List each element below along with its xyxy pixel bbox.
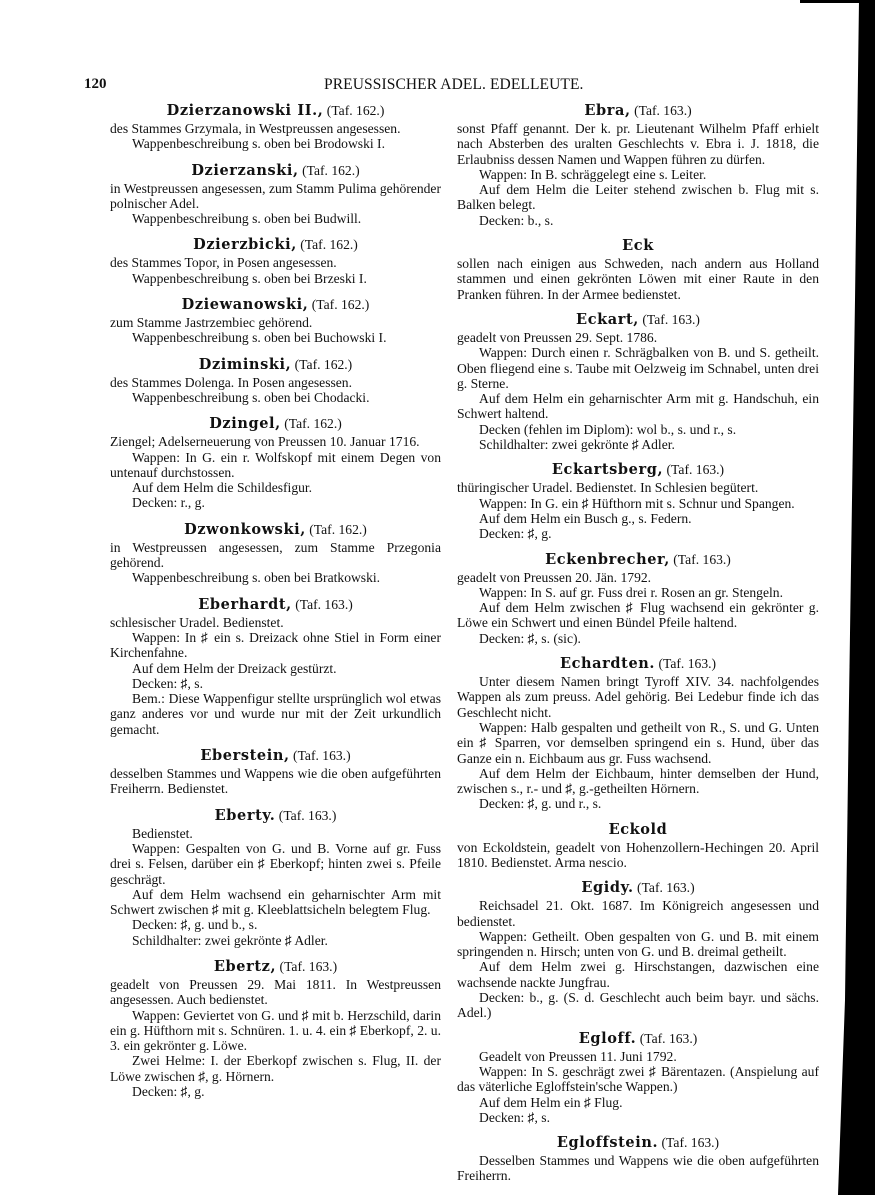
entry-heading (110, 595, 441, 614)
entry-paragraph: Wappen: Halb gespalten und getheilt von R., S. und G. Unten ein ♯ Sparren, vor demselben springend ein s. Hund, über das Ganze ein n. Eichbaum aus gr. Fuss wachsend. (457, 719, 819, 766)
plate-reference: (Taf. 163.) (634, 103, 692, 118)
family-name: Egloffstein. (556, 1134, 659, 1152)
entry-paragraph: des Stammes Topor, in Posen angesessen. (110, 255, 337, 271)
entry-paragraph: geadelt von Preussen 29. Sept. 1786. (457, 329, 658, 345)
entry-paragraph: Unter diesem Namen bringt Tyroff XIV. 34. nachfolgendes Wappen als zum preuss. Adel gehörig. Bei Ledebur finde ich das Geschlecht nicht. (457, 674, 819, 720)
entry-paragraph: Auf dem Helm der Dreizack gestürzt. (132, 660, 337, 676)
plate-reference: (Taf. 163.) (661, 1135, 720, 1151)
armorial-entry (110, 746, 441, 797)
entry-heading (110, 520, 441, 539)
armorial-entry (110, 161, 441, 227)
entry-paragraph: Decken (fehlen im Diplom): wol b., s. und r., s. (479, 421, 737, 437)
running-title: PREUSSISCHER ADEL. EDELLEUTE. (324, 76, 584, 93)
entry-paragraph: desselben Stammes und Wappens wie die oben aufgeführten Freiherrn. Bedienstet. (110, 766, 441, 797)
family-name: Dzierzbicki, (193, 236, 297, 254)
entry-heading (457, 878, 819, 897)
left-column (110, 101, 441, 1108)
entry-paragraph: Wappen: In S. geschrägt zwei ♯ Bärentazen. (Anspielung auf das väterliche Egloffstein'sche Wappen.) (457, 1063, 819, 1095)
plate-reference: (Taf. 163.) (278, 807, 337, 823)
family-name: Eckartsberg, (551, 461, 664, 479)
entry-paragraph: Decken: ♯, s. (sic). (479, 630, 581, 646)
entry-paragraph: Wappenbeschreibung s. oben bei Brodowski I. (132, 136, 385, 152)
family-name: Egloff. (578, 1029, 637, 1047)
entry-paragraph: sonst Pfaff genannt. Der k. pr. Lieutenant Wilhelm Pfaff erhielt nach Absterben des uralten Geschlechts v. Ebra i. J. 1818, die Erlaubniss dessen Namen und Wappen führen zu dürfen. (457, 121, 819, 167)
family-name: Eberty. (214, 806, 276, 824)
page-number: 120 (84, 76, 107, 92)
entry-paragraph: Auf dem Helm ein Busch g., s. Federn. (479, 510, 692, 526)
entry-paragraph: Auf dem Helm wachsend ein geharnischter Arm mit Schwert zwischen ♯ mit g. Kleeblattsicheln belegtem Flug. (110, 886, 441, 918)
entry-paragraph: Wappen: In G. ein ♯ Hüfthorn mit s. Schnur und Spangen. (479, 495, 795, 511)
entry-heading (457, 460, 819, 479)
plate-reference: (Taf. 162.) (311, 297, 370, 313)
entry-heading (110, 957, 441, 976)
armorial-entry (457, 820, 819, 871)
entry-heading (457, 236, 819, 255)
family-name: Egidy. (581, 879, 634, 897)
armorial-entry (110, 295, 441, 346)
plate-reference: (Taf. 163.) (666, 462, 725, 478)
entry-paragraph: Decken: ♯, g. (479, 526, 552, 542)
entry-paragraph: geadelt von Preussen 29. Mai 1811. In Westpreussen angesessen. Auch bedienstet. (110, 976, 441, 1008)
entry-paragraph: Decken: ♯, g. und b., s. (132, 917, 258, 933)
armorial-entry (457, 310, 819, 452)
entry-paragraph: schlesischer Uradel. Bedienstet. (110, 614, 284, 630)
armorial-entry (110, 414, 441, 510)
plate-reference: (Taf. 162.) (294, 356, 353, 372)
armorial-entry (110, 595, 441, 737)
entry-paragraph: Decken: ♯, s. (132, 675, 203, 691)
family-name: Eckold (608, 820, 668, 838)
armorial-entry (457, 654, 819, 812)
entry-paragraph: in Westpreussen angesessen, zum Stamme Przegonia gehörend. (110, 539, 441, 571)
entry-paragraph: Schildhalter: zwei gekrönte ♯ Adler. (479, 437, 675, 453)
entry-paragraph: Wappenbeschreibung s. oben bei Bratkowski. (132, 570, 381, 586)
entry-paragraph: Wappen: In ♯ ein s. Dreizack ohne Stiel in Form einer Kirchenfahne. (110, 629, 441, 661)
entry-paragraph: Wappenbeschreibung s. oben bei Brzeski I. (132, 270, 367, 286)
entry-paragraph: thüringischer Uradel. Bedienstet. In Schlesien begütert. (457, 480, 759, 496)
entry-paragraph: Geadelt von Preussen 11. Juni 1792. (479, 1048, 677, 1064)
plate-reference: (Taf. 162.) (284, 416, 342, 432)
plate-reference: (Taf. 163.) (658, 656, 717, 672)
scan-border-right (825, 0, 875, 1195)
entry-paragraph: Auf dem Helm zwischen ♯ Flug wachsend ein gekrönter g. Löwe ein Schwert und einen Bündel Pfeile haltend. (457, 600, 819, 631)
plate-reference: (Taf. 163.) (673, 551, 731, 567)
entry-paragraph: Wappen: Geviertet von G. und ♯ mit b. Herzschild, darin ein g. Hüfthorn mit s. Schnüren. 1. u. 4. ein ♯ Eberkopf, 2. u. 3. ein gekrönter g. Löwe. (110, 1007, 441, 1054)
family-name: Dzingel, (209, 415, 281, 433)
entry-paragraph: Wappenbeschreibung s. oben bei Buchowski I. (132, 330, 387, 346)
armorial-entry (110, 520, 441, 586)
armorial-entry (110, 957, 441, 1099)
armorial-entry (110, 235, 441, 286)
entry-heading (457, 550, 819, 569)
entry-paragraph: Wappen: Gespalten von G. und B. Vorne auf gr. Fuss drei s. Felsen, darüber ein ♯ Eberkopf; hinten zwei s. Pfeile geschrägt. (110, 840, 441, 887)
plate-reference: (Taf. 162.) (309, 521, 367, 537)
entry-heading (110, 235, 441, 254)
plate-reference: (Taf. 162.) (302, 162, 360, 178)
family-name: Eberstein, (200, 747, 290, 765)
entry-paragraph: Desselben Stammes und Wappens wie die oben aufgeführten Freiherrn. (457, 1153, 819, 1184)
entry-heading (457, 654, 819, 673)
entry-heading (110, 746, 441, 765)
entry-paragraph: zum Stamme Jastrzembiec gehörend. (110, 315, 313, 331)
family-name: Echardten. (559, 655, 656, 673)
family-name: Ebra, (584, 102, 631, 119)
entry-paragraph: Decken: ♯, s. (479, 1109, 550, 1125)
entry-heading (110, 806, 441, 825)
entry-heading (110, 161, 441, 180)
entry-heading (457, 310, 819, 329)
entry-paragraph: Decken: r., g. (132, 495, 205, 511)
plate-reference: (Taf. 163.) (642, 311, 700, 327)
entry-paragraph: Wappen: In B. schräggelegt eine s. Leiter. (479, 166, 707, 182)
entry-paragraph: des Stammes Dolenga. In Posen angesessen. (110, 374, 352, 390)
family-name: Ebertz, (213, 957, 277, 975)
entry-paragraph: Zwei Helme: I. der Eberkopf zwischen s. Flug, II. der Löwe zwischen ♯, g. Hörnern. (110, 1053, 441, 1084)
armorial-entry (110, 806, 441, 948)
entry-paragraph: des Stammes Grzymala, in Westpreussen angesessen. (110, 121, 401, 136)
entry-heading (457, 820, 819, 839)
entry-paragraph: sollen nach einigen aus Schweden, nach andern aus Holland stammen und einen gekrönten Löwen mit einer Raute in den Pranken führen. In der Armee bedienstet. (457, 256, 819, 302)
entry-paragraph: Auf dem Helm ein ♯ Flug. (479, 1094, 623, 1110)
armorial-entry (457, 460, 819, 541)
family-name: Eberhardt, (198, 595, 292, 613)
entry-heading (110, 295, 441, 314)
right-column (457, 101, 819, 1192)
entry-paragraph: Wappen: In S. auf gr. Fuss drei r. Rosen an gr. Stengeln. (479, 584, 783, 600)
family-name: Dziewanowski, (181, 296, 309, 314)
entry-paragraph: Wappen: Getheilt. Oben gespalten von G. und B. mit einem springenden n. Hirsch; unten von G. und B. dreimal getheilt. (457, 928, 819, 960)
entry-paragraph: Decken: b., g. (S. d. Geschlecht auch beim bayr. und sächs. Adel.) (457, 990, 819, 1021)
plate-reference: (Taf. 163.) (637, 880, 695, 896)
plate-reference: (Taf. 163.) (639, 1030, 698, 1046)
entry-paragraph: Auf dem Helm die Leiter stehend zwischen b. Flug mit s. Balken belegt. (457, 182, 819, 213)
page-header (84, 76, 814, 96)
entry-heading (457, 1029, 819, 1048)
entry-paragraph: geadelt von Preussen 20. Jän. 1792. (457, 569, 652, 585)
entry-paragraph: Auf dem Helm der Eichbaum, hinter demselben der Hund, zwischen s., r.- und ♯, g.-getheilten Hörnern. (457, 765, 819, 797)
entry-paragraph: Decken: ♯, g. (132, 1084, 205, 1100)
entry-paragraph: Wappenbeschreibung s. oben bei Chodacki. (132, 389, 370, 405)
plate-reference: (Taf. 162.) (300, 237, 358, 253)
plate-reference: (Taf. 162.) (326, 103, 385, 118)
entry-paragraph: Wappen: Durch einen r. Schrägbalken von B. und S. getheilt. Oben fliegend eine s. Taube mit Oelzweig im Schnabel, unten drei g. Sterne. (457, 345, 819, 391)
entry-heading (110, 355, 441, 374)
entry-paragraph: Decken: ♯, g. und r., s. (479, 796, 602, 812)
entry-paragraph: Auf dem Helm die Schildesfigur. (132, 480, 313, 496)
armorial-entry (110, 101, 441, 152)
entry-paragraph: Auf dem Helm zwei g. Hirschstangen, dazwischen eine wachsende nackte Jungfrau. (457, 959, 819, 990)
armorial-entry (457, 878, 819, 1020)
entry-paragraph: Decken: b., s. (479, 212, 554, 228)
entry-heading (457, 1133, 819, 1152)
plate-reference: (Taf. 163.) (293, 748, 351, 764)
armorial-entry (110, 355, 441, 406)
entry-paragraph: Reichsadel 21. Okt. 1687. Im Königreich angesessen und bedienstet. (457, 898, 819, 929)
entry-paragraph: Wappen: In G. ein r. Wolfskopf mit einem Degen von untenauf durchstossen. (110, 449, 441, 480)
family-name: Dziminski, (198, 355, 292, 373)
family-name: Eckenbrecher, (545, 550, 670, 568)
armorial-entry (457, 1133, 819, 1184)
entry-paragraph: Wappenbeschreibung s. oben bei Budwill. (132, 211, 362, 227)
entry-heading (110, 414, 441, 433)
entry-paragraph: Auf dem Helm ein geharnischter Arm mit g. Handschuh, ein Schwert haltend. (457, 391, 819, 422)
family-name: Eckart, (576, 310, 639, 328)
entry-paragraph: von Eckoldstein, geadelt von Hohenzollern-Hechingen 20. April 1810. Bedienstet. Arma nescio. (457, 839, 819, 870)
armorial-entry (457, 101, 819, 228)
armorial-entry (457, 236, 819, 302)
plate-reference: (Taf. 163.) (295, 596, 353, 612)
entry-paragraph: Schildhalter: zwei gekrönte ♯ Adler. (132, 932, 328, 948)
entry-heading (457, 101, 819, 120)
entry-heading (110, 101, 441, 120)
armorial-entry (457, 1029, 819, 1125)
family-name: Eck (622, 237, 654, 255)
entry-paragraph: Bem.: Diese Wappenfigur stellte ursprünglich wol etwas ganz anderes vor und wurde nur mit der Zeit urkundlich gemacht. (110, 691, 441, 737)
entry-paragraph: in Westpreussen angesessen, zum Stamm Pulima gehörender polnischer Adel. (110, 180, 441, 211)
entry-paragraph: Bedienstet. (132, 825, 193, 841)
family-name: Dzwonkowski, (184, 520, 306, 538)
plate-reference: (Taf. 163.) (279, 958, 338, 974)
family-name: Dzierzanski, (191, 161, 299, 179)
armorial-entry (457, 550, 819, 646)
entry-paragraph: Ziengel; Adelserneuerung von Preussen 10. Januar 1716. (110, 434, 420, 450)
family-name: Dzierzanowski II., (166, 102, 324, 119)
